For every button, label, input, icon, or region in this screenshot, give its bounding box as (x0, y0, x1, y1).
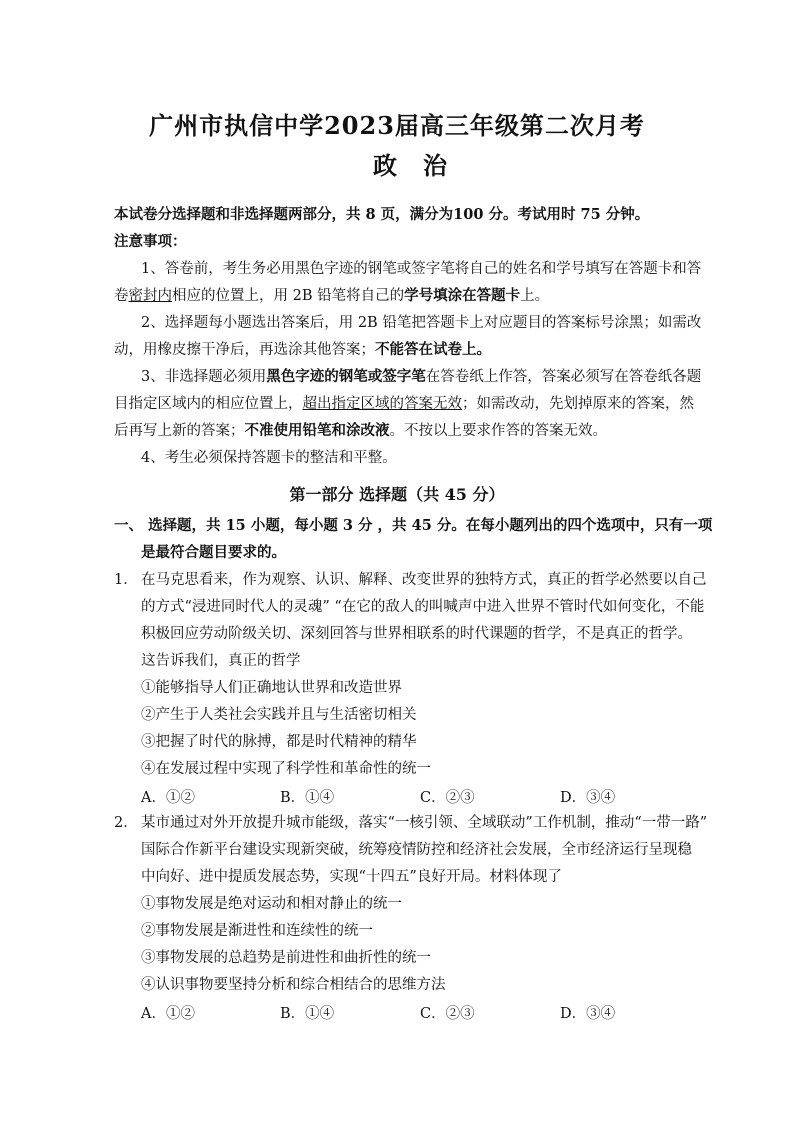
question-1-options (141, 786, 661, 806)
exam-title: 广州市执信中学2023届高三年级第二次月考 (149, 111, 645, 140)
question-2-stem-line: 某市通过对外开放提升城市能级，落实“一核引领、全域联动”工作机制，推动“一带一路” (141, 815, 708, 831)
note-text: 上。 (520, 288, 550, 304)
question-2-item: ④认识事物要坚持分析和综合相结合的思维方法 (141, 977, 446, 993)
note-emphasis: 黑色字迹的钢笔或签字笔 (266, 368, 426, 385)
question-1-stem-line: 积极回应劳动阶级关切、深刻回答与世界相联系的时代课题的哲学，不是真正的哲学。 (141, 626, 692, 642)
note-emphasis: 密封内 (128, 288, 172, 304)
note-text: 3、非选择题必须用 (141, 369, 267, 385)
note-text: 后再写上新的答案； (114, 423, 245, 439)
question-1-stem-line: 这告诉我们，真正的哲学 (141, 653, 301, 669)
question-2-stem-line: 中向好、进中提质发展态势，实现“十四五”良好开局。材料体现了 (141, 869, 562, 885)
part-1-title: 第一部分 选择题（共 45 分） (289, 485, 505, 504)
question-1-option-c[interactable]: C．②③ (420, 790, 475, 806)
question-2-option-b[interactable]: B．①④ (280, 1006, 335, 1022)
note-text: 动，用橡皮擦干净后，再选涂其他答案； (114, 342, 375, 358)
question-2-options (141, 1002, 661, 1022)
note-3-line-3 (114, 421, 607, 441)
question-2-option-d[interactable]: D．③④ (560, 1006, 616, 1022)
question-1-stem-line: 的方式“浸进同时代人的灵魂” “在它的敌人的叫喊声中进入世界不管时代如何变化，不能 (141, 599, 705, 615)
note-emphasis: 不能答在试卷上。 (375, 341, 491, 358)
note-2-line-1: 2、选择题每小题选出答案后，用 2B 铅笔把答题卡上对应题目的答案标号涂黑；如需改 (141, 315, 702, 331)
question-2-item: ③事物发展的总趋势是前进性和曲折性的统一 (141, 950, 431, 966)
note-2-line-2 (114, 340, 491, 360)
question-1-number: 1． (114, 572, 138, 588)
question-1-item: ②产生于人类社会实践并且与生活密切相关 (141, 707, 417, 723)
note-text: 卷 (114, 288, 129, 304)
note-emphasis: 不准使用铅笔和涂改液 (244, 422, 390, 439)
notes-heading: 注意事项： (114, 233, 187, 250)
note-text: 。不按以上要求作答的答案无效。 (389, 423, 607, 439)
note-text: ；如需改动，先划掉原来的答案，然 (462, 396, 694, 412)
question-1-option-d[interactable]: D．③④ (560, 790, 616, 806)
question-2-option-c[interactable]: C．②③ (420, 1006, 475, 1022)
part-1-instruction-line-2: 是最符合题目要求的。 (141, 544, 286, 561)
question-1-item: ①能够指导人们正确地认世界和改造世界 (141, 680, 402, 696)
note-1-line-1: 1、答卷前，考生务必用黑色字迹的钢笔或签字笔将自己的姓名和学号填写在答题卡和答 (141, 261, 702, 277)
question-2-item: ②事物发展是渐进性和连续性的统一 (141, 923, 373, 939)
question-1-stem-line: 在马克思看来，作为观察、认识、解释、改变世界的独特方式，真正的哲学必然要以自己 (141, 572, 707, 588)
question-2-number: 2． (114, 815, 138, 831)
question-1-item: ③把握了时代的脉搏，都是时代精神的精华 (141, 734, 417, 750)
question-2-option-a[interactable]: A．①② (141, 1006, 195, 1022)
note-4: 4、考生必须保持答题卡的整洁和平整。 (141, 450, 397, 466)
note-emphasis: 学号填涂在答题卡 (404, 287, 521, 304)
note-1-line-2 (114, 286, 549, 306)
note-3-line-1 (141, 367, 701, 387)
question-2-item: ①事物发展是绝对运动和相对静止的统一 (141, 896, 402, 912)
note-text: 相应的位置上，用 2B 铅笔将自己的 (172, 288, 405, 304)
note-text: 在答卷纸上作答，答案必须写在答卷纸各题 (425, 369, 702, 385)
question-1-item: ④在发展过程中实现了科学性和革命性的统一 (141, 761, 431, 777)
part-1-instruction-line-1: 一、 选择题，共 15 小题，每小题 3 分 ，共 45 分。在每小题列出的四个选项中，只有一项 (114, 517, 713, 534)
question-1-option-b[interactable]: B．①④ (280, 790, 335, 806)
note-3-line-2 (114, 394, 694, 414)
note-text: 目指定区域内的相应位置上， (114, 396, 303, 412)
exam-subject: 政治 (373, 151, 473, 180)
question-1-option-a[interactable]: A．①② (141, 790, 195, 806)
note-emphasis: 超出指定区域的答案无效 (302, 396, 462, 412)
exam-summary: 本试卷分选择题和非选择题两部分，共 8 页，满分为100 分。考试用时 75 分钟。 (114, 206, 650, 223)
question-2-stem-line: 国际合作新平台建设实现新突破，统筹疫情防控和经济社会发展，全市经济运行呈现稳 (141, 842, 692, 858)
